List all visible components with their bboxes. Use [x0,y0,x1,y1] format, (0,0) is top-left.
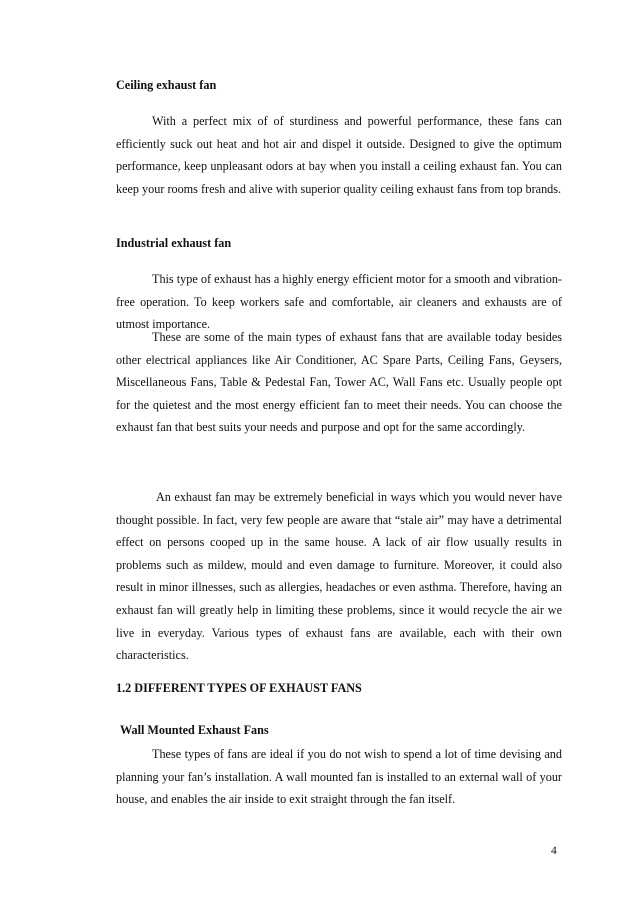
ceiling-exhaust-fan-text: With a perfect mix of of sturdiness and powerful performance, these fans can efficiently suck out heat and hot air and dispel it outside. Designed to give the optimum performance, keep unpleasant odors at bay when you install a ceiling exhaust fan. You can keep your rooms fresh and alive with superior quality ceiling exhaust fans from top brands. [116,114,562,196]
industrial-exhaust-fan-text-2: These are some of the main types of exhaust fans that are available today besides other electrical appliances like Air Conditioner, AC Spare Parts, Ceiling Fans, Geysers, Miscellaneous Fans, Table & Pedestal Fan, Tower AC, Wall Fans etc. Usually people opt for the quietest and the most energy efficient fan to meet their needs. You can choose the exhaust fan that best suits your needs and purpose and opt for the same accordingly. [116,330,562,435]
ceiling-exhaust-fan-paragraph [116,110,562,200]
industrial-exhaust-fan-paragraph-3 [116,486,562,667]
industrial-exhaust-fan-text-1: This type of exhaust has a highly energy efficient motor for a smooth and vibration-free operation. To keep workers safe and comfortable, air cleaners and exhausts are of utmost importance. [116,272,562,332]
industrial-exhaust-fan-paragraph-2 [116,326,562,439]
different-types-heading: 1.2 DIFFERENT TYPES OF EXHAUST FANS [116,681,362,695]
industrial-exhaust-fan-text-3: An exhaust fan may be extremely beneficial in ways which you would never have thought possible. In fact, very few people are aware that “stale air” may have a detrimental effect on persons cooped up in the same house. A lack of air flow usually results in problems such as mildew, mould and even damage to furniture. Moreover, it could also result in minor illnesses, such as allergies, headaches or even asthma. Therefore, having an exhaust fan will greatly help in limiting these problems, since it would recycle the air we live in everyday. Various types of exhaust fans are available, each with their own characteristics. [116,490,562,663]
wall-mounted-exhaust-fans-text: These types of fans are ideal if you do not wish to spend a lot of time devising and planning your fan’s installation. A wall mounted fan is installed to an external wall of your house, and enables the air inside to exit straight through the fan itself. [116,747,562,807]
wall-mounted-exhaust-fans-heading: Wall Mounted Exhaust Fans [120,723,269,737]
page-number: 4 [551,845,557,857]
wall-mounted-exhaust-fans-paragraph [116,743,562,811]
industrial-exhaust-fan-heading: Industrial exhaust fan [116,236,232,250]
ceiling-exhaust-fan-heading: Ceiling exhaust fan [116,78,217,92]
